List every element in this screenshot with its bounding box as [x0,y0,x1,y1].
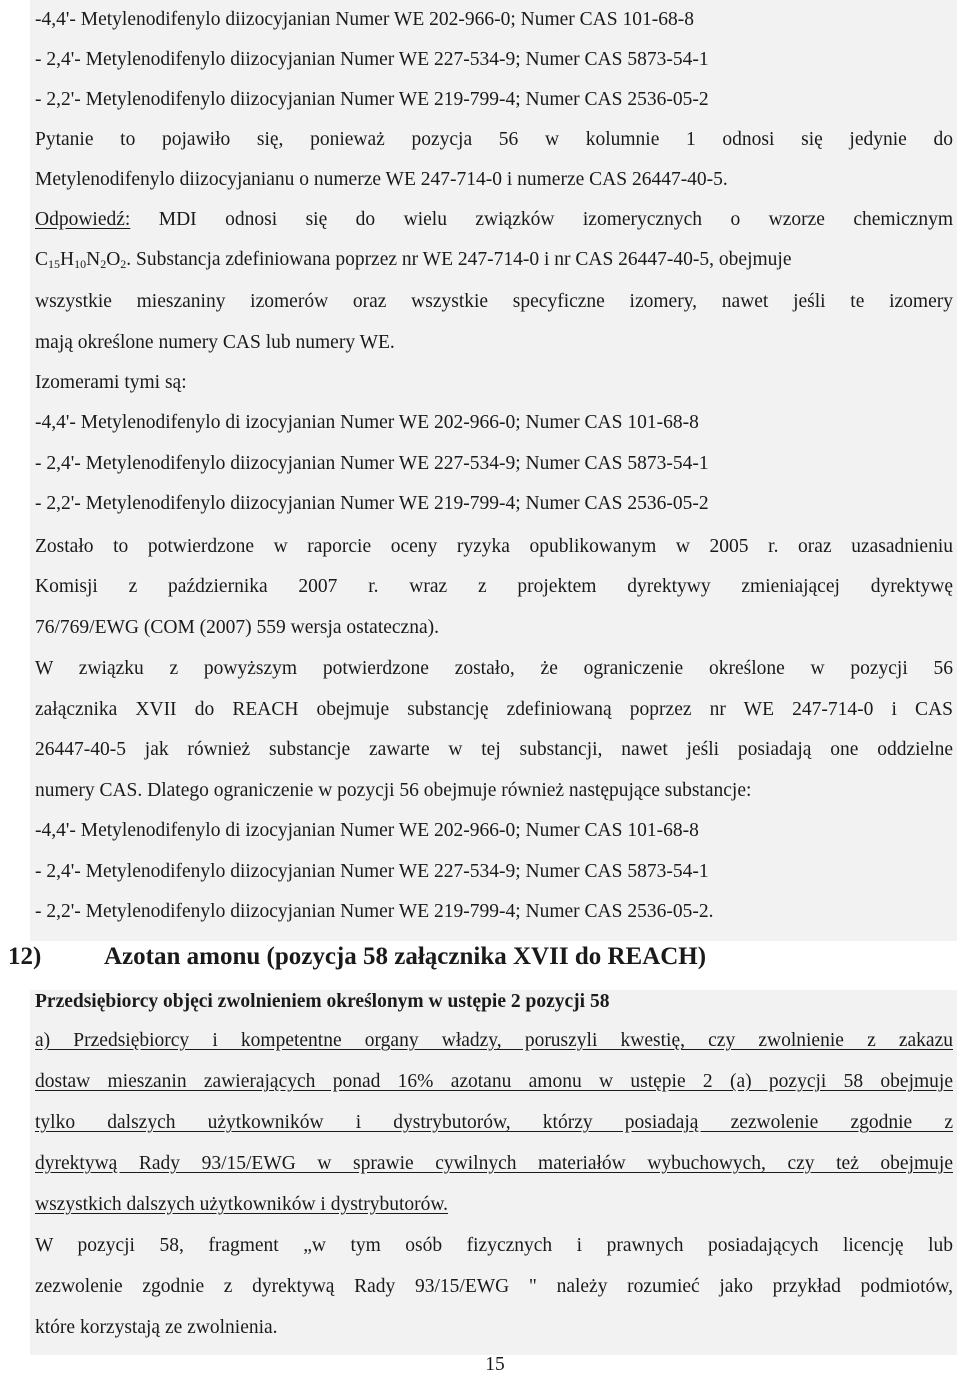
text-line: Pytanie to pojawiło się, ponieważ pozycja 56 w kolumnie 1 odnosi się jedynie do [35,129,953,150]
text-line: -4,4'- Metylenodifenylo di izocyjanian Numer WE 202-966-0; Numer CAS 101-68-8 [35,820,699,841]
text-line: załącznika XVII do REACH obejmuje substancję zdefiniowaną poprzez nr WE 247-714-0 i CAS [35,699,953,720]
underlined-line: tylko dalszych użytkowników i dystrybutorów, którzy posiadają zezwolenie zgodnie z [35,1112,953,1133]
text-line: które korzystają ze zwolnienia. [35,1317,278,1338]
text-line: 26447-40-5 jak również substancje zawarte w tej substancji, nawet jeśli posiadają one oddzielne [35,739,953,760]
text-line: Metylenodifenylo diizocyjanianu o numerze WE 247-714-0 i numerze CAS 26447-40-5. [35,169,728,190]
section-number: 12) [8,943,42,970]
section-subtitle: Przedsiębiorcy objęci zwolnieniem określonym w ustępie 2 pozycji 58 [35,991,610,1012]
chemical-formula: $C_{15}H_{10}N_2O_2$. [35,249,132,271]
text-line: - 2,4'- Metylenodifenylo diizocyjanian Numer WE 227-534-9; Numer CAS 5873-54-1 [35,453,709,474]
text-line: - 2,2'- Metylenodifenylo diizocyjanian Numer WE 219-799-4; Numer CAS 2536-05-2 [35,493,709,514]
formula-line [35,248,953,272]
text-line: - 2,4'- Metylenodifenylo diizocyjanian Numer WE 227-534-9; Numer CAS 5873-54-1 [35,49,709,70]
text-line: - 2,2'- Metylenodifenylo diizocyjanian Numer WE 219-799-4; Numer CAS 2536-05-2 [35,89,709,110]
underlined-line: a) Przedsiębiorcy i kompetentne organy władzy, poruszyli kwestię, czy zwolnienie z zakazu [35,1030,953,1051]
text-line: zezwolenie zgodnie z dyrektywą Rady 93/15/EWG " należy rozumieć jako przykład podmiotów, [35,1276,953,1297]
underlined-line: dostaw mieszanin zawierających ponad 16% azotanu amonu w ustępie 2 (a) pozycji 58 obejmuje [35,1071,953,1092]
page-number: 15 [485,1354,505,1375]
text-line: Izomerami tymi są: [35,372,187,393]
formula-line-text: Substancja zdefiniowana poprzez nr WE 247-714-0 i nr CAS 26447-40-5, obejmuje [136,249,792,270]
text-line: 76/769/EWG (COM (2007) 559 wersja ostateczna). [35,617,439,638]
underlined-line: dyrektywą Rady 93/15/EWG w sprawie cywilnych materiałów wybuchowych, czy też obejmuje [35,1153,953,1174]
answer-label: Odpowiedź: [35,209,131,230]
text-line: -4,4'- Metylenodifenylo diizocyjanian Numer WE 202-966-0; Numer CAS 101-68-8 [35,9,694,30]
text-line: W pozycji 58, fragment „w tym osób fizycznych i prawnych posiadających licencję lub [35,1235,953,1256]
text-line: -4,4'- Metylenodifenylo di izocyjanian Numer WE 202-966-0; Numer CAS 101-68-8 [35,412,699,433]
text-line: mają określone numery CAS lub numery WE. [35,332,395,353]
text-line: - 2,2'- Metylenodifenylo diizocyjanian Numer WE 219-799-4; Numer CAS 2536-05-2. [35,901,714,922]
answer-text: MDI odnosi się do wielu związków izomerycznych o wzorze chemicznym [158,209,953,230]
answer-line [35,208,953,232]
text-line: - 2,4'- Metylenodifenylo diizocyjanian Numer WE 227-534-9; Numer CAS 5873-54-1 [35,861,709,882]
text-line: Zostało to potwierdzone w raporcie oceny ryzyka opublikowanym w 2005 r. oraz uzasadnieniu [35,536,953,557]
underlined-line: wszystkich dalszych użytkowników i dystrybutorów. [35,1194,449,1215]
text-line: wszystkie mieszaniny izomerów oraz wszystkie specyficzne izomery, nawet jeśli te izomery [35,291,953,312]
text-line: W związku z powyższym potwierdzone zostało, że ograniczenie określone w pozycji 56 [35,658,953,679]
text-line: Komisji z października 2007 r. wraz z projektem dyrektywy zmieniającej dyrektywę [35,576,953,597]
text-line: numery CAS. Dlatego ograniczenie w pozycji 56 obejmuje również następujące substancje: [35,780,752,801]
section-heading [8,942,908,972]
section-title: Azotan amonu (pozycja 58 załącznika XVII do REACH) [104,943,707,970]
